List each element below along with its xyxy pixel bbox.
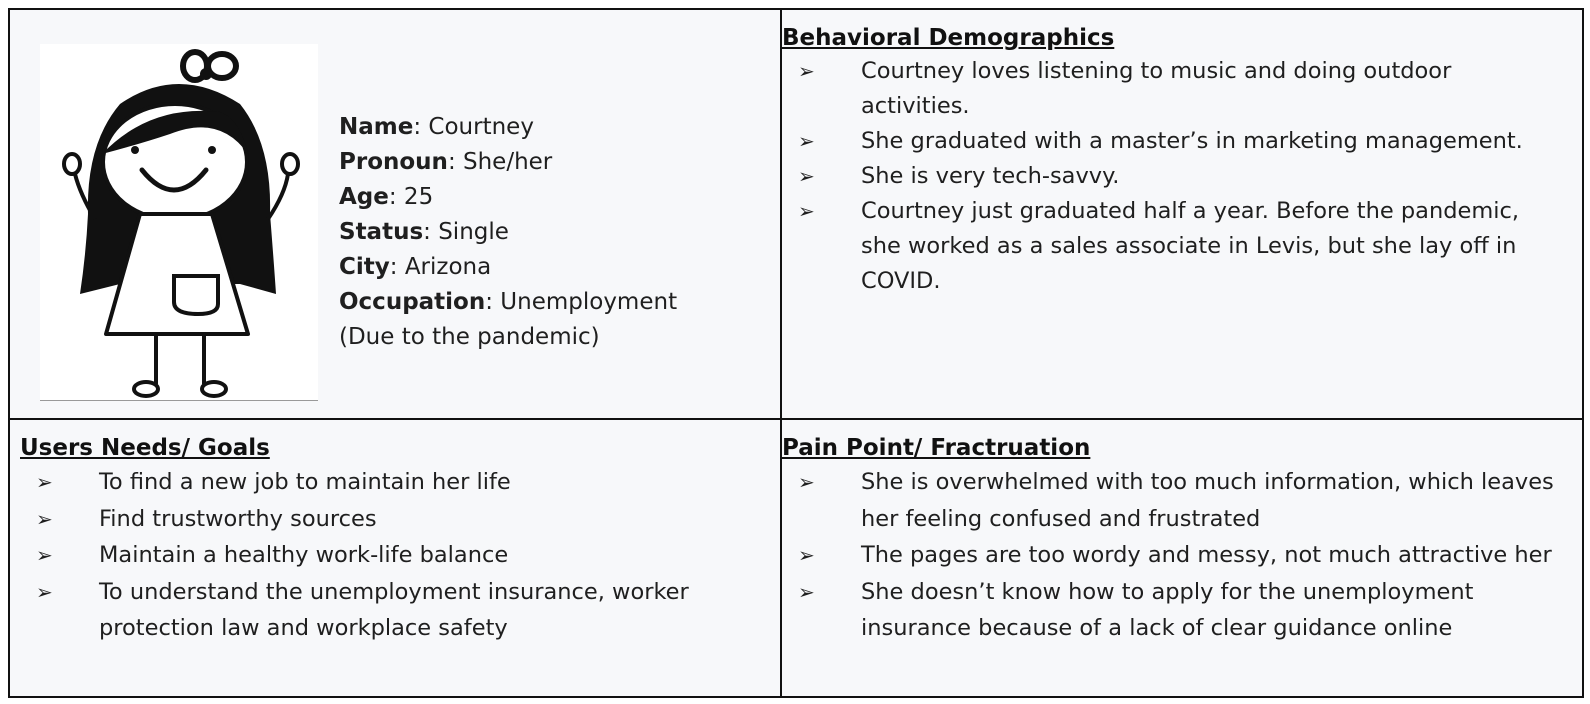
list-item-text: Courtney loves listening to music and doing outdoor activities. [861,58,1452,119]
section-heading: Users Needs/ Goals [20,435,270,461]
list-item-text: Maintain a healthy work-life balance [99,542,509,568]
list-item [20,464,760,501]
list-item [20,537,760,574]
profile-note: (Due to the pandemic) [339,324,600,350]
list-item [782,537,1562,574]
field-value: : She/her [447,149,553,175]
field-label: Name [339,114,414,140]
profile-name [339,110,677,145]
list-item-text: She is overwhelmed with too much information, which leaves her feeling confused and frustrated [861,469,1554,532]
list-item-text: She is very tech-savvy. [861,163,1120,189]
arrow-bullet-icon: ➢ [798,129,815,153]
profile-pronoun [339,145,677,180]
field-label: Age [339,184,389,210]
field-value: : Arizona [389,254,492,280]
field-label: City [339,254,390,280]
section-heading: Pain Point/ Fractruation [782,435,1091,461]
needs-list [20,464,760,647]
list-item [20,501,760,538]
arrow-bullet-icon: ➢ [798,543,815,567]
field-label: Status [339,219,424,245]
list-item [782,464,1562,537]
arrow-bullet-icon: ➢ [798,199,815,223]
list-item-text: The pages are too wordy and messy, not much attractive her [861,542,1552,568]
arrow-bullet-icon: ➢ [798,579,815,604]
profile-age [339,180,677,215]
list-item [782,194,1562,299]
field-label: Pronoun [339,149,448,175]
list-item-text: To understand the unemployment insurance, worker protection law and workplace safety [99,578,689,641]
divider-horizontal [10,418,1582,420]
persona-grid [8,8,1584,698]
section-heading: Behavioral Demographics [782,25,1115,51]
persona-illustration [40,44,318,401]
list-item [782,54,1562,124]
list-item [782,124,1562,159]
behavioral-demographics-section [782,22,1562,299]
list-item-text: She doesn’t know how to apply for the unemployment insurance because of a lack of clear guidance online [861,578,1474,641]
arrow-bullet-icon: ➢ [36,579,53,604]
arrow-bullet-icon: ➢ [36,506,53,531]
profile-status [339,215,677,250]
list-item-text: She graduated with a master’s in marketing management. [861,128,1523,154]
list-item [782,159,1562,194]
field-value: : 25 [388,184,434,210]
arrow-bullet-icon: ➢ [36,470,53,494]
behavioral-list [782,54,1562,299]
list-item-text: Courtney just graduated half a year. Before the pandemic, she worked as a sales associate in Levis, but she lay off in COVID. [861,198,1520,294]
field-value: : Courtney [413,114,534,140]
arrow-bullet-icon: ➢ [798,164,815,188]
field-value: : Unemployment [485,289,678,315]
list-item [782,574,1562,647]
profile-info [339,110,677,355]
arrow-bullet-icon: ➢ [798,59,815,83]
profile-occupation [339,285,677,320]
field-value: : Single [423,219,509,245]
arrow-bullet-icon: ➢ [798,470,815,494]
arrow-bullet-icon: ➢ [36,543,53,567]
list-item-text: To find a new job to maintain her life [99,469,511,495]
list-item-text: Find trustworthy sources [99,505,377,532]
pain-points-section [782,432,1562,647]
list-item [20,574,760,647]
field-label: Occupation [339,289,486,315]
profile-city [339,250,677,285]
pain-list [782,464,1562,647]
user-needs-goals-section [20,432,760,647]
